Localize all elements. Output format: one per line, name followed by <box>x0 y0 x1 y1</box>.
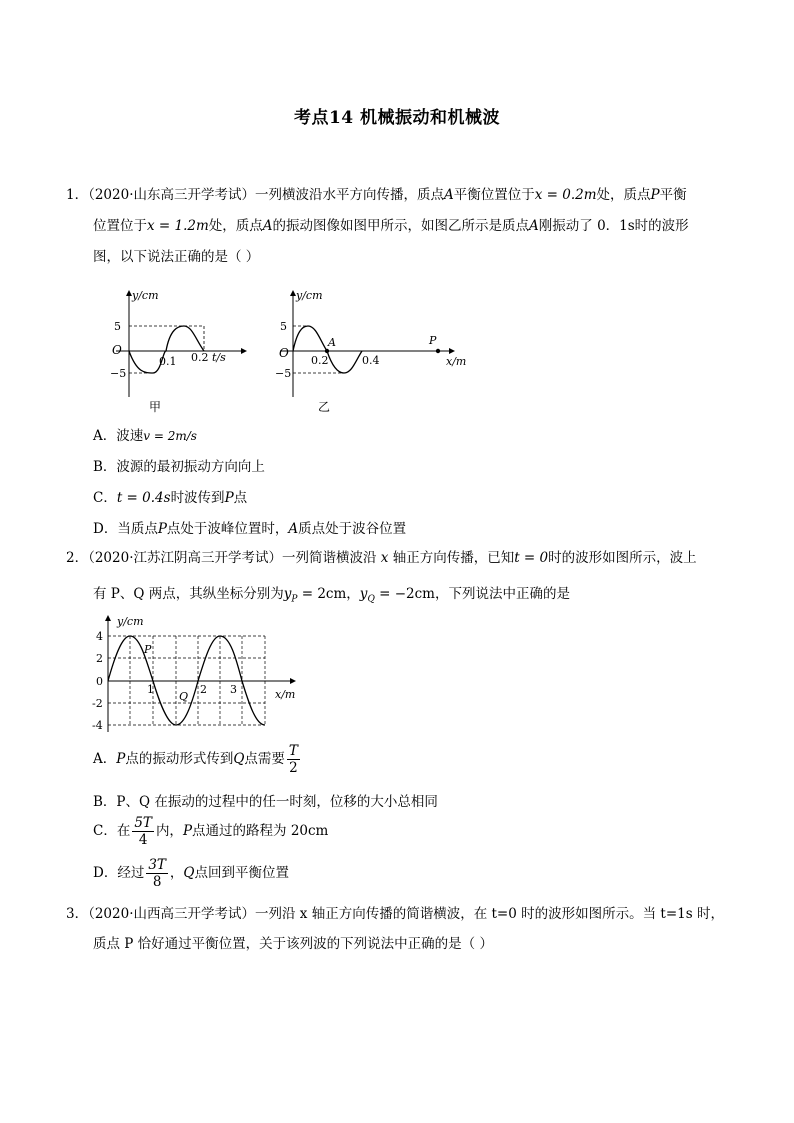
q1-line2 <box>93 216 689 236</box>
q2-tick-neg4: -4 <box>92 719 103 732</box>
option-text: 点 <box>233 490 248 506</box>
point-p: P <box>650 187 660 203</box>
jia-tick-neg5: −5 <box>110 367 127 380</box>
q2-tick-x1: 1 <box>147 683 154 696</box>
yi-tick-neg5: −5 <box>275 367 292 380</box>
figure-yi <box>272 285 472 410</box>
option-text: 点通过的路程为 20cm <box>192 823 329 839</box>
q1-text: 刚振动了 0．1s时的波形 <box>538 218 689 234</box>
q1-line1 <box>66 185 687 205</box>
q2-tick-0: 0 <box>96 675 103 688</box>
q1-option-a <box>93 424 197 444</box>
fraction-3t-8 <box>146 857 168 890</box>
q2-yq: y <box>359 586 368 602</box>
option-label: D．经过 <box>93 865 145 881</box>
jia-ylabel: y/cm <box>132 289 159 302</box>
yi-tick-04: 0.4 <box>362 354 380 367</box>
fraction-t-2 <box>287 743 300 776</box>
page-title: 考点14 机械振动和机械波 <box>293 108 501 128</box>
q2-option-c: C．在 $\frac{5T}{4}$ 内，P点通过的路程为 20cm <box>93 815 329 848</box>
figure-jia <box>108 285 258 410</box>
fraction-numerator: T <box>288 743 298 759</box>
yi-point-p: P <box>429 334 437 347</box>
q3-number: 3． <box>66 906 89 922</box>
jia-tick-02: 0.2 <box>191 351 209 364</box>
q1-option-d <box>93 517 406 537</box>
q1-text: 平衡位置位于 <box>453 187 535 203</box>
fraction-5t-4 <box>132 815 154 848</box>
jia-xlabel: t/s <box>212 351 226 364</box>
q2-point-p: P <box>144 643 152 656</box>
q2-tick-x3: 3 <box>230 683 237 696</box>
q2-number: 2． <box>66 550 89 566</box>
q1-text: 一列横波沿水平方向传播，质点 <box>255 187 444 203</box>
q2-option-d: D．经过 $\frac{3T}{8}$ ，Q点回到平衡位置 <box>93 857 289 890</box>
q2-text: 一列简谐横波沿 <box>282 550 377 566</box>
q2-yq-val: = −2cm <box>374 586 435 602</box>
q3-line1 <box>66 904 724 924</box>
yi-point-a: A <box>328 336 336 349</box>
q3-text: 一列沿 x 轴正方向传播的简谐横波，在 t=0 时的波形如图所示。当 t=1s 时， <box>255 906 724 922</box>
q2-tick-2: 2 <box>96 652 103 665</box>
q1-x1: x = 0.2m <box>534 187 597 203</box>
q2-text: 时的波形如图所示，波上 <box>548 550 697 566</box>
q1-source: （2020·山东高三开学考试） <box>88 187 255 203</box>
jia-origin: O <box>112 343 122 357</box>
q2-x: x <box>376 550 393 566</box>
option-value: t = 0.4s <box>116 490 171 506</box>
option-text: 时波传到 <box>170 490 225 506</box>
q1-x2: x = 1.2m <box>147 218 209 234</box>
q2-line1 <box>66 548 697 568</box>
option-label: D．当质点 <box>93 521 158 537</box>
figure-q2 <box>90 612 310 737</box>
jia-tick-01: 0.1 <box>159 355 177 368</box>
option-text: ， <box>169 865 184 881</box>
q2-text: 有 P、Q 两点，其纵坐标分别为 <box>93 586 284 602</box>
q1-text: 的振动图像如图甲所示，如图乙所示是质点 <box>272 218 530 234</box>
q2-yp-val: = 2cm， <box>297 586 360 602</box>
yi-tick-5: 5 <box>280 320 287 333</box>
q2-text: 轴正方向传播，已知 <box>392 550 515 566</box>
option-value: v = 2m/s <box>143 429 197 443</box>
point-a: A <box>262 218 273 234</box>
q2-ylabel: y/cm <box>117 615 144 628</box>
q2-xlabel: x/m <box>275 688 296 701</box>
option-label: A． <box>93 751 117 767</box>
fraction-numerator: 3T <box>148 857 166 873</box>
point-a: A <box>444 187 454 203</box>
q2-option-a: A．P点的振动形式传到Q点需要 $\frac{T}{2}$ <box>93 743 298 776</box>
q3-source: （2020·山西高三开学考试） <box>88 906 255 922</box>
q2-tick-4: 4 <box>96 630 103 643</box>
q3-line2: 质点 P 恰好通过平衡位置，关于该列波的下列说法中正确的是（ ） <box>93 936 493 952</box>
q2-source: （2020·江苏江阴高三开学考试） <box>88 550 282 566</box>
fraction-numerator: 5T <box>134 815 152 831</box>
q1-text: 处，质点 <box>208 218 263 234</box>
q1-option-b: B．波源的最初振动方向向上 <box>93 459 265 475</box>
yi-xlabel: x/m <box>446 355 467 368</box>
option-label: C．在 <box>93 823 131 839</box>
option-text: 内， <box>155 823 183 839</box>
q2-option-b: B．P、Q 在振动的过程中的任一时刻，位移的大小总相同 <box>93 794 438 810</box>
yi-ylabel: y/cm <box>296 289 323 302</box>
option-text: 点需要 <box>244 751 285 767</box>
option-text: 点的振动形式传到 <box>125 751 234 767</box>
fraction-denominator: 8 <box>152 874 162 890</box>
q1-number: 1． <box>66 187 89 203</box>
option-text: 点回到平衡位置 <box>194 865 289 881</box>
fig-yi-caption: 乙 <box>318 400 331 414</box>
q2-yq-sub: Q <box>367 594 375 605</box>
point-p: P <box>157 521 167 537</box>
q1-text: 位置位于 <box>93 218 147 234</box>
fraction-denominator: 2 <box>289 760 298 776</box>
fraction-denominator: 4 <box>138 832 148 848</box>
option-label: A．波速 <box>93 428 144 444</box>
q2-yp-sub: P <box>291 594 298 605</box>
point-p: P <box>224 490 234 506</box>
point-a: A <box>288 521 299 537</box>
q2-yp: y <box>283 586 292 602</box>
q2-t0: t = 0 <box>514 550 549 566</box>
q1-text: 处，质点 <box>596 187 651 203</box>
q2-point-q: Q <box>179 690 189 703</box>
q1-text: 平衡 <box>659 187 687 203</box>
yi-origin: O <box>279 346 289 360</box>
q1-line3: 图，以下说法正确的是（ ） <box>93 249 260 265</box>
yi-tick-02: 0.2 <box>311 354 329 367</box>
q2-line2 <box>93 584 570 610</box>
q2-tick-neg2: -2 <box>92 697 103 710</box>
fig-jia-caption: 甲 <box>149 400 162 414</box>
q2-tick-x2: 2 <box>200 683 207 696</box>
option-label: C． <box>93 490 117 506</box>
option-text: 点处于波峰位置时， <box>166 521 289 537</box>
jia-tick-5: 5 <box>114 320 121 333</box>
q2-text: ，下列说法中正确的是 <box>435 586 570 602</box>
option-text: 质点处于波谷位置 <box>298 521 407 537</box>
q1-option-c <box>93 486 247 506</box>
point-a: A <box>529 218 539 234</box>
